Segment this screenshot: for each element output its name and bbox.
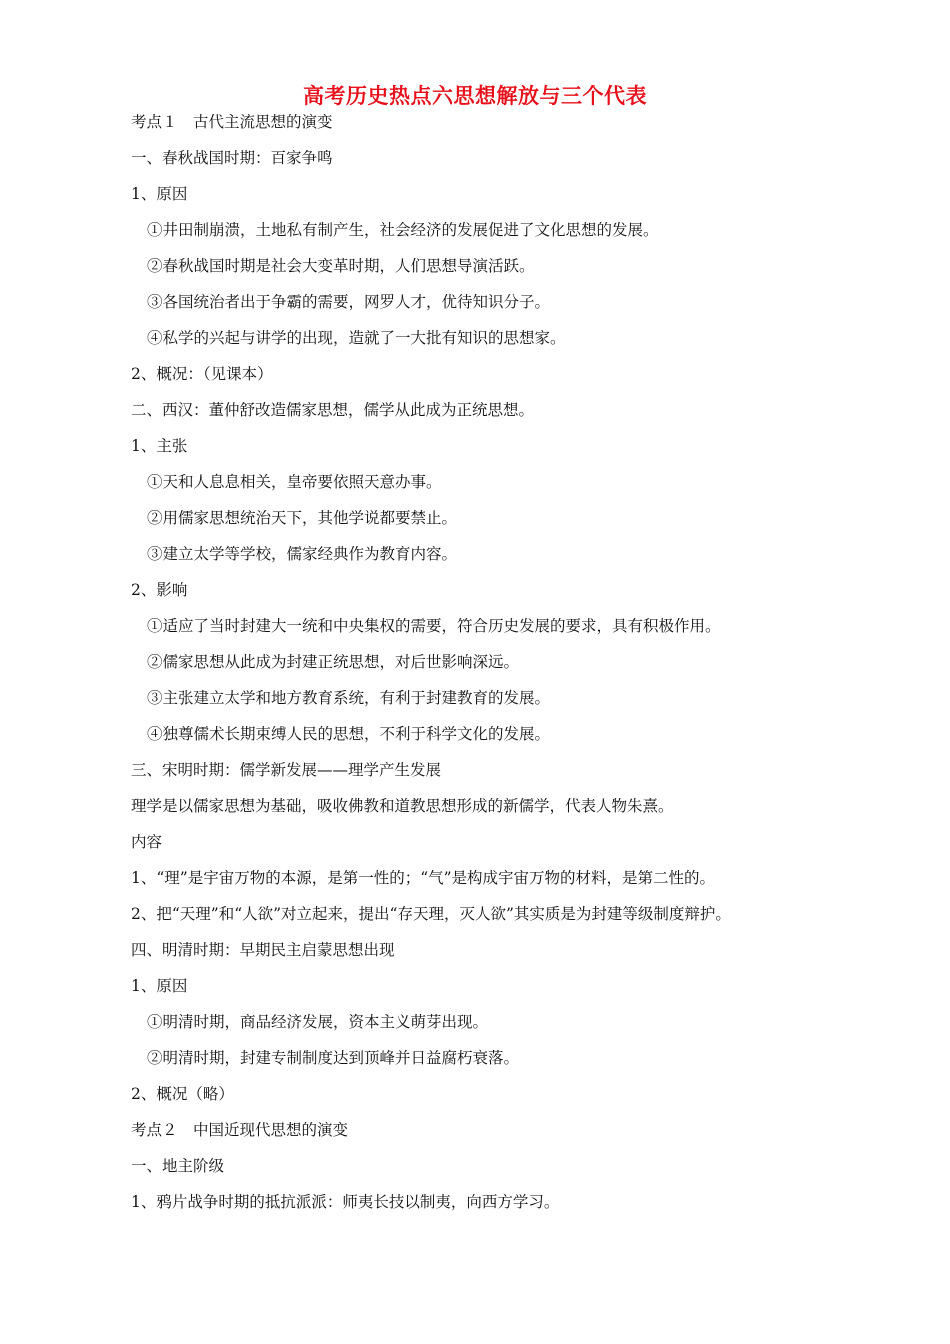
text-line: ④独尊儒术长期束缚人民的思想，不利于科学文化的发展。 [147,725,551,743]
text-line: 理学是以儒家思想为基础，吸收佛教和道教思想形成的新儒学，代表人物朱熹。 [131,797,674,815]
document-title: 高考历史热点六思想解放与三个代表 [303,84,647,108]
text-line: 1、原因 [131,977,188,995]
text-line: ②用儒家思想统治天下，其他学说都要禁止。 [147,509,458,527]
text-line: 2、概况：（见课本） [131,365,273,383]
text-line: ③主张建立太学和地方教育系统，有利于封建教育的发展。 [147,689,551,707]
text-line: 1、“理”是宇宙万物的本源，是第一性的；“气”是构成宇宙万物的材料，是第二性的。 [131,869,716,887]
text-line: ①明清时期，商品经济发展，资本主义萌芽出现。 [147,1013,489,1031]
text-line: 一、地主阶级 [131,1157,225,1175]
text-line: 二、西汉：董仲舒改造儒家思想，儒学从此成为正统思想。 [131,401,535,419]
text-line: ②儒家思想从此成为封建正统思想，对后世影响深远。 [147,653,520,671]
text-line: ④私学的兴起与讲学的出现，造就了一大批有知识的思想家。 [147,329,566,347]
text-line: ③各国统治者出于争霸的需要，网罗人才，优待知识分子。 [147,293,551,311]
text-line: 1、主张 [131,437,188,455]
text-line: 2、把“天理”和“人欲”对立起来，提出“存天理，灭人欲”其实质是为封建等级制度辩护。 [131,905,731,923]
text-line: ①适应了当时封建大一统和中央集权的需要，符合历史发展的要求，具有积极作用。 [147,617,721,635]
text-line: 1、鸦片战争时期的抵抗派派：师夷长技以制夷，向西方学习。 [131,1193,560,1211]
text-line: 一、春秋战国时期：百家争鸣 [131,149,333,167]
text-line: 考点２ 中国近现代思想的演变 [131,1121,349,1139]
text-line: ②春秋战国时期是社会大变革时期，人们思想导演活跃。 [147,257,535,275]
document-body [131,104,831,1220]
text-line: 1、原因 [131,185,188,203]
text-line: ③建立太学等学校，儒家经典作为教育内容。 [147,545,458,563]
text-line: 2、概况（略） [131,1085,234,1103]
text-line: 四、明清时期：早期民主启蒙思想出现 [131,941,395,959]
text-line: 2、影响 [131,581,188,599]
text-line: 考点１ 古代主流思想的演变 [131,113,333,131]
text-line: ①井田制崩溃，土地私有制产生，社会经济的发展促进了文化思想的发展。 [147,221,659,239]
text-line: ②明清时期，封建专制制度达到顶峰并日益腐朽衰落。 [147,1049,520,1067]
text-line: ①天和人息息相关，皇帝要依照天意办事。 [147,473,442,491]
text-line: 三、宋明时期：儒学新发展——理学产生发展 [131,761,442,779]
text-line: 内容 [131,833,163,851]
